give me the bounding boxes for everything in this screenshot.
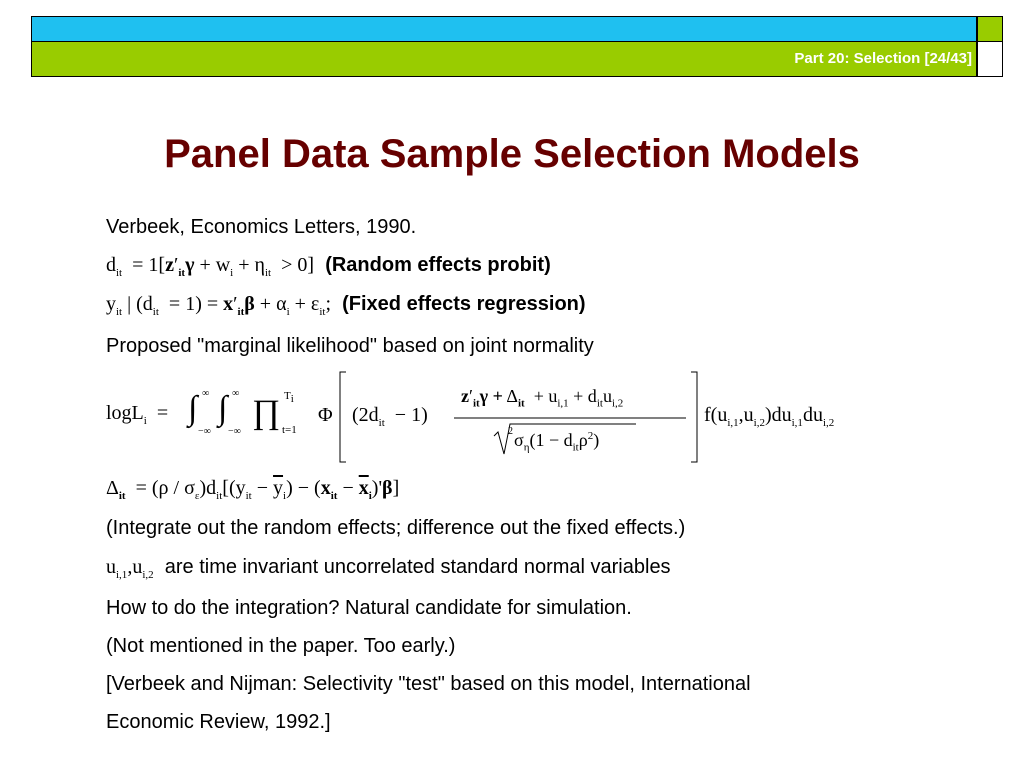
not-mentioned-line: (Not mentioned in the paper. Too early.) xyxy=(106,635,456,657)
log-likelihood-formula: logL$_i$ = ∫ ∞ −∞ ∫ ∞ −∞ ∏ $T_i$ t=1 Φ $(2d_{it} - 1)$ $z'_{it}\gamma + \Delta_{it} + u_{i,1} + d_{it}u_{i,2}$ $\sigma_\eta(1 - d_{it}\rho^2)$ 2 $f(u_{i,1},u_{i,2})du_{i,1}du_{i,2}$ xyxy=(106,368,906,468)
reference-line: Verbeek, Economics Letters, 1990. xyxy=(106,216,417,238)
verbeek-nijman-line-1: [Verbeek and Nijman: Selectivity "test" based on this model, International xyxy=(106,673,751,695)
u-definition-line: $u_{i,1},u_{i,2}$ are time invariant uncorrelated standard normal variables xyxy=(106,556,671,581)
header-bar-blue xyxy=(31,16,977,42)
proposed-line: Proposed "marginal likelihood" based on joint normality xyxy=(106,335,594,357)
equation-regression-note: (Fixed effects regression) xyxy=(342,293,586,315)
integration-question: How to do the integration? Natural candidate for simulation. xyxy=(106,597,632,619)
delta-definition: $\Delta_{it} = (\rho / \sigma_\varepsilon)d_{it}[(y_{it} - \overline{y}_i) - (x_{it} - \overline{x}_i)'\beta]$ xyxy=(106,477,400,502)
equation-selection-note: (Random effects probit) xyxy=(325,254,551,276)
header-square-white xyxy=(977,42,1003,77)
equation-selection: $d_{it} = 1[z'_{it}\gamma + w_i + \eta_{it} > 0]$ (Random effects probit) xyxy=(106,254,551,279)
u-definition-text: are time invariant uncorrelated standard normal variables xyxy=(164,556,671,578)
equation-regression: $y_{it}$ | $(d_{it} = 1) = x'_{it}\beta + \alpha_i + \varepsilon_{it}$; (Fixed effects regression) xyxy=(106,293,586,318)
slide-title: Panel Data Sample Selection Models xyxy=(164,132,860,176)
verbeek-nijman-line-2: Economic Review, 1992.] xyxy=(106,711,331,733)
integrate-line: (Integrate out the random effects; difference out the fixed effects.) xyxy=(106,517,686,539)
header-square-green xyxy=(977,16,1003,42)
slide-reference: Part 20: Selection [24/43] xyxy=(794,50,972,67)
